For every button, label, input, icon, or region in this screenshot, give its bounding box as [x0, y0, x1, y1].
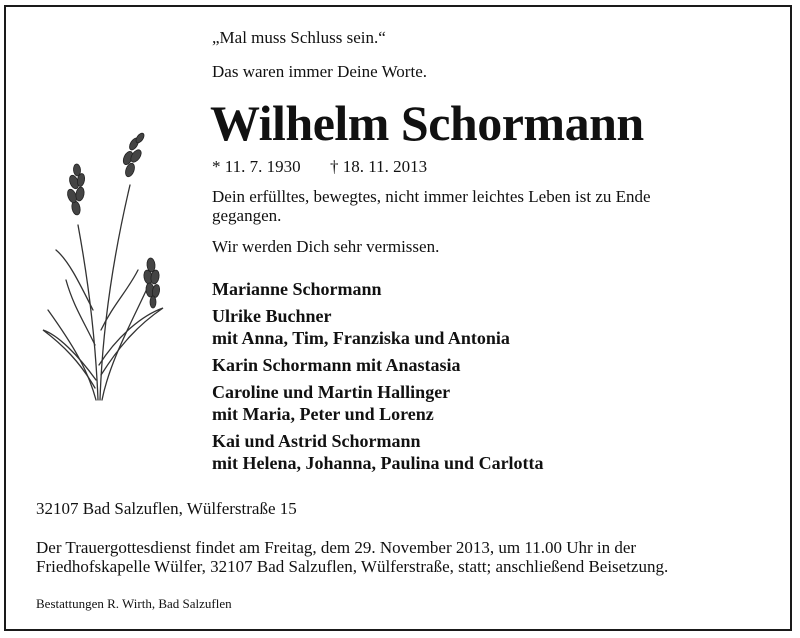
- life-text-line2: gegangen.: [212, 206, 282, 225]
- mourner-line: Caroline und Martin Hallinger: [212, 382, 451, 402]
- miss-text: Wir werden Dich sehr vermissen.: [212, 237, 440, 256]
- mourner-line: Kai und Astrid Schormann: [212, 431, 421, 451]
- life-text-line1: Dein erfülltes, bewegtes, nicht immer leichtes Leben ist zu Ende: [212, 187, 651, 206]
- words-text: Das waren immer Deine Worte.: [212, 62, 427, 81]
- birth-date: * 11. 7. 1930: [212, 157, 301, 176]
- mourner-line: mit Maria, Peter und Lorenz: [212, 404, 434, 424]
- quote-text: „Mal muss Schluss sein.“: [212, 28, 386, 47]
- service-line2: Friedhofskapelle Wülfer, 32107 Bad Salzuflen, Wülferstraße, statt; anschließend Beisetzung.: [36, 557, 669, 576]
- deceased-name: Wilhelm Schormann: [210, 95, 644, 151]
- address-text: 32107 Bad Salzuflen, Wülferstraße 15: [36, 499, 297, 518]
- mourner-line: Ulrike Buchner: [212, 306, 332, 326]
- service-line1: Der Trauergottesdienst findet am Freitag, dem 29. November 2013, um 11.00 Uhr in der: [36, 538, 637, 557]
- death-date: † 18. 11. 2013: [330, 157, 428, 176]
- mourner-line: mit Helena, Johanna, Paulina und Carlotta: [212, 453, 544, 473]
- mourner-line: mit Anna, Tim, Franziska und Antonia: [212, 328, 510, 348]
- undertaker-text: Bestattungen R. Wirth, Bad Salzuflen: [36, 596, 232, 611]
- wheat-ears-icon: [38, 130, 168, 405]
- mourner-line: Marianne Schormann: [212, 279, 382, 299]
- mourner-line: Karin Schormann mit Anastasia: [212, 355, 461, 375]
